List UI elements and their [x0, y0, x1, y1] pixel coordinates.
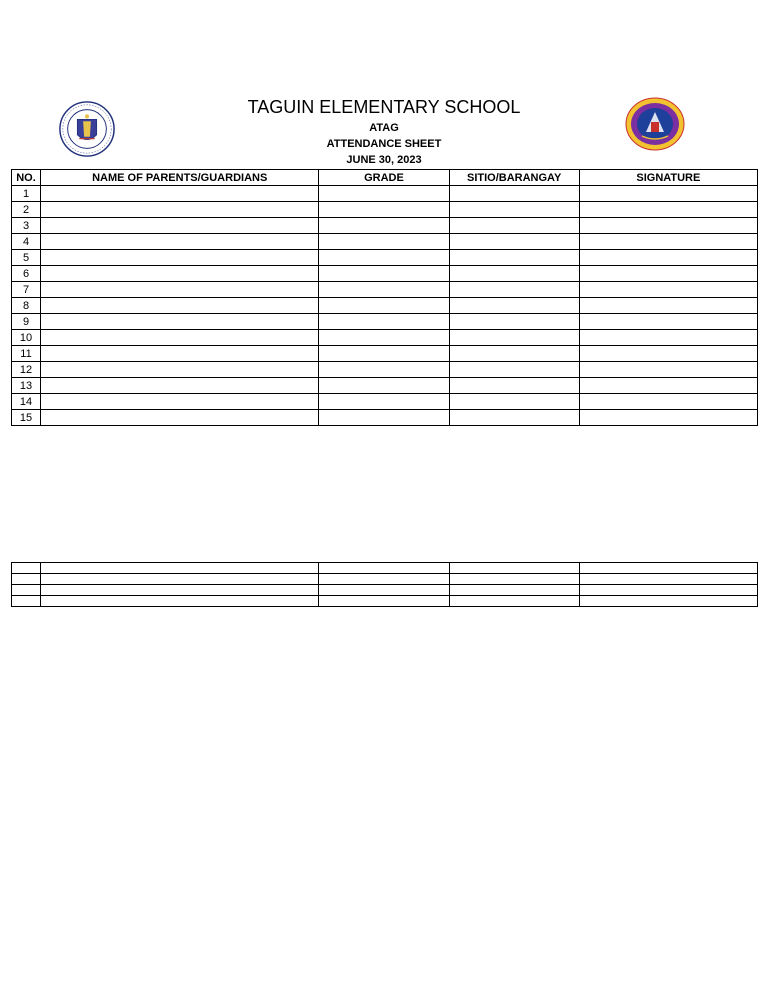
blank-cell	[12, 596, 41, 607]
grade-cell[interactable]	[319, 202, 449, 218]
name-cell[interactable]	[41, 410, 319, 426]
blank-cell	[319, 585, 449, 596]
grade-cell[interactable]	[319, 410, 449, 426]
row-number-cell: 2	[12, 202, 41, 218]
grade-cell[interactable]	[319, 298, 449, 314]
signature-cell[interactable]	[579, 186, 757, 202]
table-row	[12, 234, 758, 250]
name-cell[interactable]	[41, 394, 319, 410]
blank-cell	[579, 585, 757, 596]
signature-cell[interactable]	[579, 282, 757, 298]
blank-cell	[449, 563, 579, 574]
grade-cell[interactable]	[319, 314, 449, 330]
blank-cell	[319, 563, 449, 574]
row-number-cell: 14	[12, 394, 41, 410]
table-row	[12, 266, 758, 282]
signature-cell[interactable]	[579, 298, 757, 314]
blank-cell	[41, 574, 319, 585]
table-row	[12, 186, 758, 202]
sitio-cell[interactable]	[449, 394, 579, 410]
blank-cell	[319, 574, 449, 585]
name-cell[interactable]	[41, 202, 319, 218]
signature-cell[interactable]	[579, 202, 757, 218]
sitio-cell[interactable]	[449, 186, 579, 202]
name-cell[interactable]	[41, 250, 319, 266]
blank-table-row	[12, 585, 758, 596]
signature-cell[interactable]	[579, 314, 757, 330]
name-cell[interactable]	[41, 218, 319, 234]
table-row	[12, 378, 758, 394]
blank-cell	[579, 563, 757, 574]
document-date: JUNE 30, 2023	[346, 154, 422, 166]
row-number-cell: 13	[12, 378, 41, 394]
name-cell[interactable]	[41, 346, 319, 362]
table-row	[12, 314, 758, 330]
table-row	[12, 282, 758, 298]
table-row	[12, 330, 758, 346]
signature-cell[interactable]	[579, 410, 757, 426]
row-number-cell: 11	[12, 346, 41, 362]
table-row	[12, 202, 758, 218]
blank-cell	[579, 574, 757, 585]
grade-cell[interactable]	[319, 330, 449, 346]
signature-cell[interactable]	[579, 378, 757, 394]
name-cell[interactable]	[41, 282, 319, 298]
row-number-cell: 12	[12, 362, 41, 378]
grade-cell[interactable]	[319, 234, 449, 250]
school-name: TAGUIN ELEMENTARY SCHOOL	[247, 97, 521, 117]
name-cell[interactable]	[41, 362, 319, 378]
column-header-name: NAME OF PARENTS/GUARDIANS	[41, 170, 319, 186]
signature-cell[interactable]	[579, 234, 757, 250]
grade-cell[interactable]	[319, 378, 449, 394]
column-header-grade: GRADE	[319, 170, 449, 186]
signature-cell[interactable]	[579, 250, 757, 266]
sitio-cell[interactable]	[449, 362, 579, 378]
blank-cell	[41, 596, 319, 607]
document-title: ATTENDANCE SHEET	[326, 138, 442, 150]
sitio-cell[interactable]	[449, 410, 579, 426]
name-cell[interactable]	[41, 266, 319, 282]
name-cell[interactable]	[41, 330, 319, 346]
blank-table-row	[12, 563, 758, 574]
blank-cell	[319, 596, 449, 607]
table-row	[12, 298, 758, 314]
sitio-cell[interactable]	[449, 234, 579, 250]
grade-cell[interactable]	[319, 394, 449, 410]
attendance-table	[11, 169, 758, 426]
table-row	[12, 410, 758, 426]
table-row	[12, 250, 758, 266]
signature-cell[interactable]	[579, 266, 757, 282]
signature-cell[interactable]	[579, 362, 757, 378]
row-number-cell: 8	[12, 298, 41, 314]
column-header-no: NO.	[12, 170, 41, 186]
row-number-cell: 15	[12, 410, 41, 426]
column-header-sitio: SITIO/BARANGAY	[449, 170, 579, 186]
blank-table-row	[12, 574, 758, 585]
row-number-cell: 4	[12, 234, 41, 250]
blank-table-body	[12, 563, 758, 607]
row-number-cell: 3	[12, 218, 41, 234]
row-number-cell: 1	[12, 186, 41, 202]
row-number-cell: 9	[12, 314, 41, 330]
blank-cell	[12, 563, 41, 574]
blank-cell	[41, 585, 319, 596]
blank-cell	[449, 585, 579, 596]
row-number-cell: 7	[12, 282, 41, 298]
name-cell[interactable]	[41, 234, 319, 250]
table-row	[12, 362, 758, 378]
blank-cell	[12, 585, 41, 596]
blank-table-row	[12, 596, 758, 607]
blank-cell	[579, 596, 757, 607]
name-cell[interactable]	[41, 314, 319, 330]
blank-cell	[449, 574, 579, 585]
sitio-cell[interactable]	[449, 314, 579, 330]
table-row	[12, 218, 758, 234]
blank-cell	[41, 563, 319, 574]
grade-cell[interactable]	[319, 250, 449, 266]
column-header-signature: SIGNATURE	[579, 170, 757, 186]
blank-table	[11, 562, 758, 607]
table-header-row	[12, 170, 758, 186]
grade-cell[interactable]	[319, 186, 449, 202]
sitio-cell[interactable]	[449, 378, 579, 394]
grade-cell[interactable]	[319, 282, 449, 298]
signature-cell[interactable]	[579, 394, 757, 410]
sitio-cell[interactable]	[449, 250, 579, 266]
name-cell[interactable]	[41, 298, 319, 314]
attendance-table-body	[12, 186, 758, 426]
sitio-cell[interactable]	[449, 282, 579, 298]
row-number-cell: 10	[12, 330, 41, 346]
grade-cell[interactable]	[319, 346, 449, 362]
sitio-cell[interactable]	[449, 330, 579, 346]
table-row	[12, 346, 758, 362]
sitio-cell[interactable]	[449, 298, 579, 314]
table-row	[12, 394, 758, 410]
grade-cell[interactable]	[319, 266, 449, 282]
sitio-cell[interactable]	[449, 218, 579, 234]
sitio-cell[interactable]	[449, 202, 579, 218]
signature-cell[interactable]	[579, 346, 757, 362]
signature-cell[interactable]	[579, 218, 757, 234]
sitio-cell[interactable]	[449, 266, 579, 282]
school-location: ATAG	[369, 122, 399, 134]
grade-cell[interactable]	[319, 362, 449, 378]
row-number-cell: 5	[12, 250, 41, 266]
grade-cell[interactable]	[319, 218, 449, 234]
signature-cell[interactable]	[579, 330, 757, 346]
name-cell[interactable]	[41, 186, 319, 202]
row-number-cell: 6	[12, 266, 41, 282]
blank-cell	[449, 596, 579, 607]
sitio-cell[interactable]	[449, 346, 579, 362]
blank-cell	[12, 574, 41, 585]
name-cell[interactable]	[41, 378, 319, 394]
